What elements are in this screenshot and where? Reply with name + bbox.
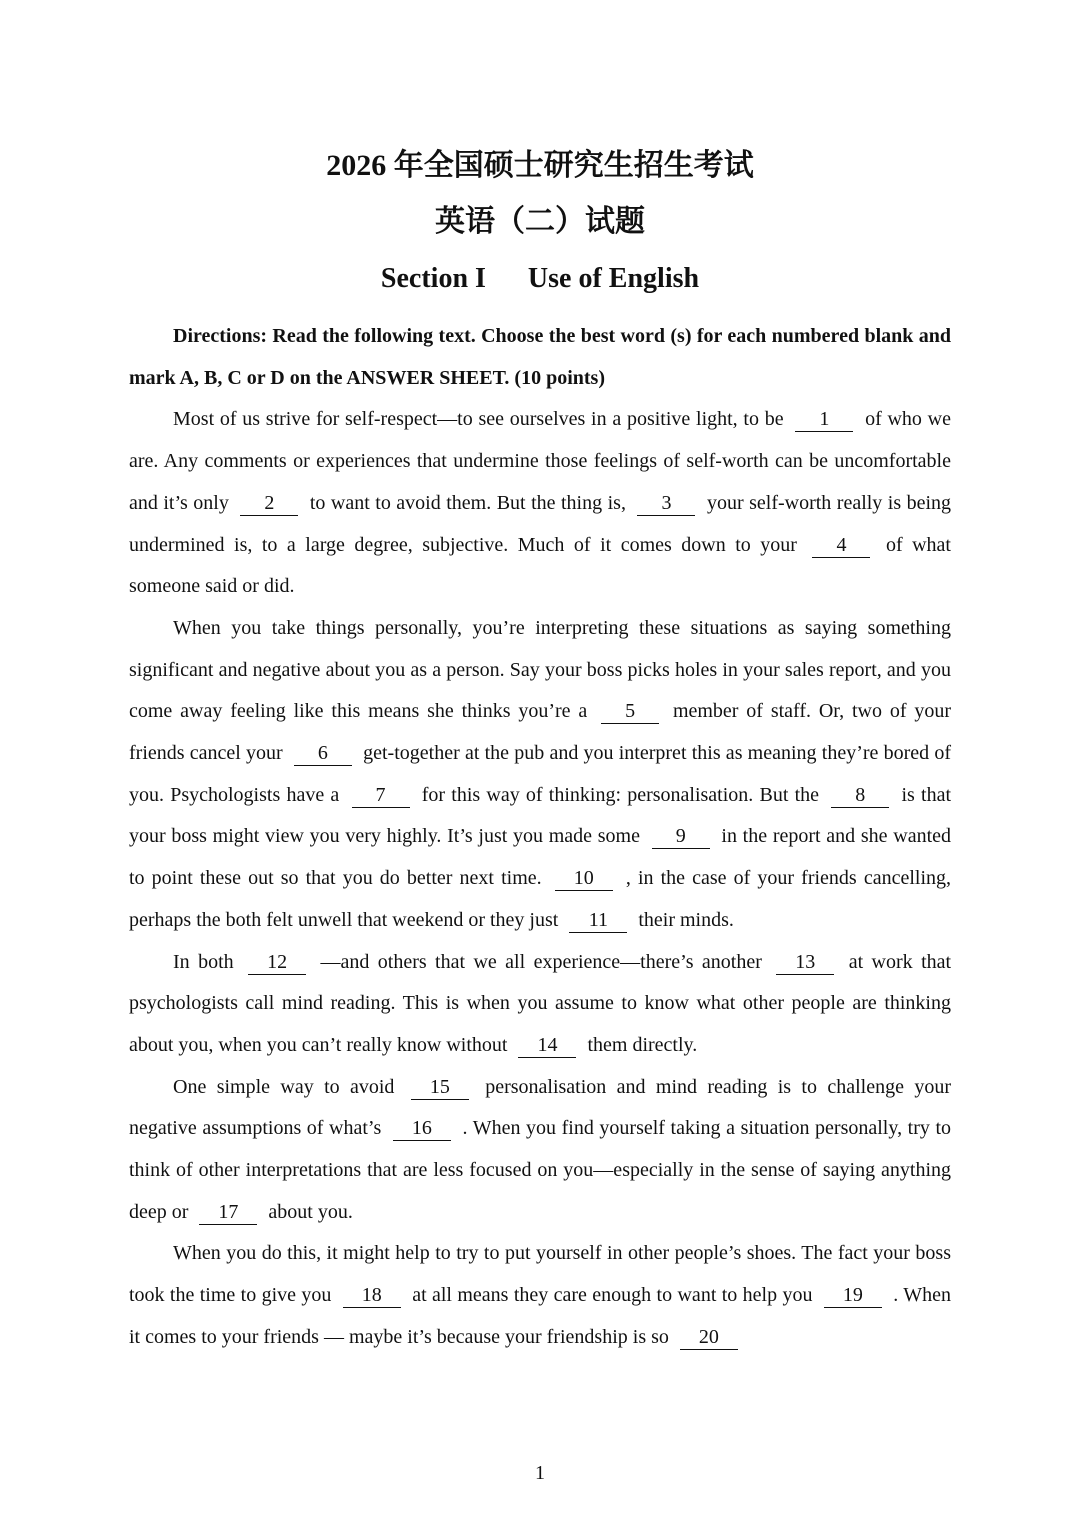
- blank-20: 20: [680, 1325, 738, 1350]
- paragraph-text: One simple way to avoid: [173, 1075, 395, 1098]
- paragraph-text: member of staff. Or, two of your friends cancel your: [129, 700, 951, 765]
- blank-1: 1: [795, 407, 853, 432]
- blank-14: 14: [518, 1033, 576, 1058]
- paragraph-text: your self-worth really is being undermined is, to a large degree, subjective. Much of it comes down to your: [129, 491, 952, 556]
- paragraph-text: When you take things personally, you’re interpreting these situations as saying something significant and negative about you as a person. Say your boss picks holes in your sales report, and you come away feeling like this means she thinks you’re a: [129, 616, 951, 723]
- paragraph-text: at work that psychologists call mind reading. This is when you assume to know what other people are thinking about you, when you can’t really know without: [129, 950, 952, 1056]
- blank-7: 7: [352, 783, 410, 808]
- blank-19: 19: [824, 1283, 882, 1308]
- paragraph-text: in the report and she wanted to point these out so that you do better next time.: [129, 825, 952, 890]
- paragraph-text: of what someone said or did.: [129, 533, 951, 598]
- paragraph-text: get-together at the pub and you interpret this as meaning they’re bored of you. Psychologists have a: [129, 742, 952, 806]
- paragraph: [129, 399, 951, 608]
- paragraph: [129, 1233, 951, 1358]
- paragraph: [129, 608, 951, 942]
- paragraph-text: at all means they care enough to want to help you: [412, 1284, 813, 1307]
- blank-3: 3: [637, 491, 695, 516]
- blank-12: 12: [248, 950, 306, 975]
- blank-16: 16: [393, 1116, 451, 1141]
- blank-13: 13: [776, 950, 834, 975]
- blank-18: 18: [343, 1283, 401, 1308]
- exam-title: 2026 年全国硕士研究生招生考试: [326, 149, 754, 182]
- blank-17: 17: [199, 1200, 257, 1225]
- exam-subtitle: 英语（二）试题: [435, 205, 645, 238]
- page-number: 1: [535, 1462, 545, 1484]
- blank-2: 2: [240, 491, 298, 516]
- blank-10: 10: [555, 866, 613, 891]
- blank-9: 9: [652, 824, 710, 849]
- blank-15: 15: [411, 1075, 469, 1100]
- paragraph-text: them directly.: [587, 1033, 698, 1056]
- paragraph-text: Most of us strive for self-respect—to see ourselves in a positive light, to be: [173, 408, 784, 431]
- passage-paragraphs: [129, 399, 951, 1358]
- paragraph-text: their minds.: [638, 908, 734, 931]
- paragraph-text: of who we are. Any comments or experiences that undermine those feelings of self-worth can be uncomfortable and it’s only: [129, 408, 951, 514]
- paragraph: [129, 942, 951, 1067]
- paragraph-text: about you.: [268, 1200, 353, 1223]
- paragraph-text: is that your boss might view you very highly. It’s just you made some: [129, 783, 952, 848]
- section-heading: Section I Use of English: [380, 263, 700, 294]
- paragraph-text: . When it comes to your friends — maybe it’s because your friendship is so: [129, 1284, 952, 1348]
- blank-5: 5: [601, 699, 659, 724]
- paragraph-text: personalisation and mind reading is to challenge your negative assumptions of what’s: [129, 1075, 951, 1140]
- paragraph-text: , in the case of your friends cancelling, perhaps the both felt unwell that weekend or they just: [129, 867, 951, 931]
- blank-8: 8: [831, 783, 889, 808]
- paragraph-text: . When you find yourself taking a situation personally, try to think of other interpretations that are less focused on you—especially in the sense of saying anything deep or: [129, 1117, 952, 1223]
- blank-4: 4: [812, 533, 870, 558]
- passage: [129, 316, 951, 1359]
- paragraph-text: for this way of thinking: personalisation. But the: [421, 783, 820, 806]
- directions: Directions: Read the following text. Choose the best word (s) for each numbered blank and mark A, B, C or D on the ANSWER SHEET. (10 points): [129, 325, 951, 389]
- paragraph-text: to want to avoid them. But the thing is,: [309, 491, 626, 514]
- paragraph: [129, 1067, 951, 1234]
- paragraph-text: When you do this, it might help to try to put yourself in other people’s shoes. The fact your boss took the time to give you: [129, 1242, 951, 1307]
- paragraph-text: —and others that we all experience—there’s another: [320, 950, 762, 973]
- blank-11: 11: [569, 908, 627, 933]
- blank-6: 6: [294, 741, 352, 766]
- paragraph-text: In both: [173, 950, 234, 973]
